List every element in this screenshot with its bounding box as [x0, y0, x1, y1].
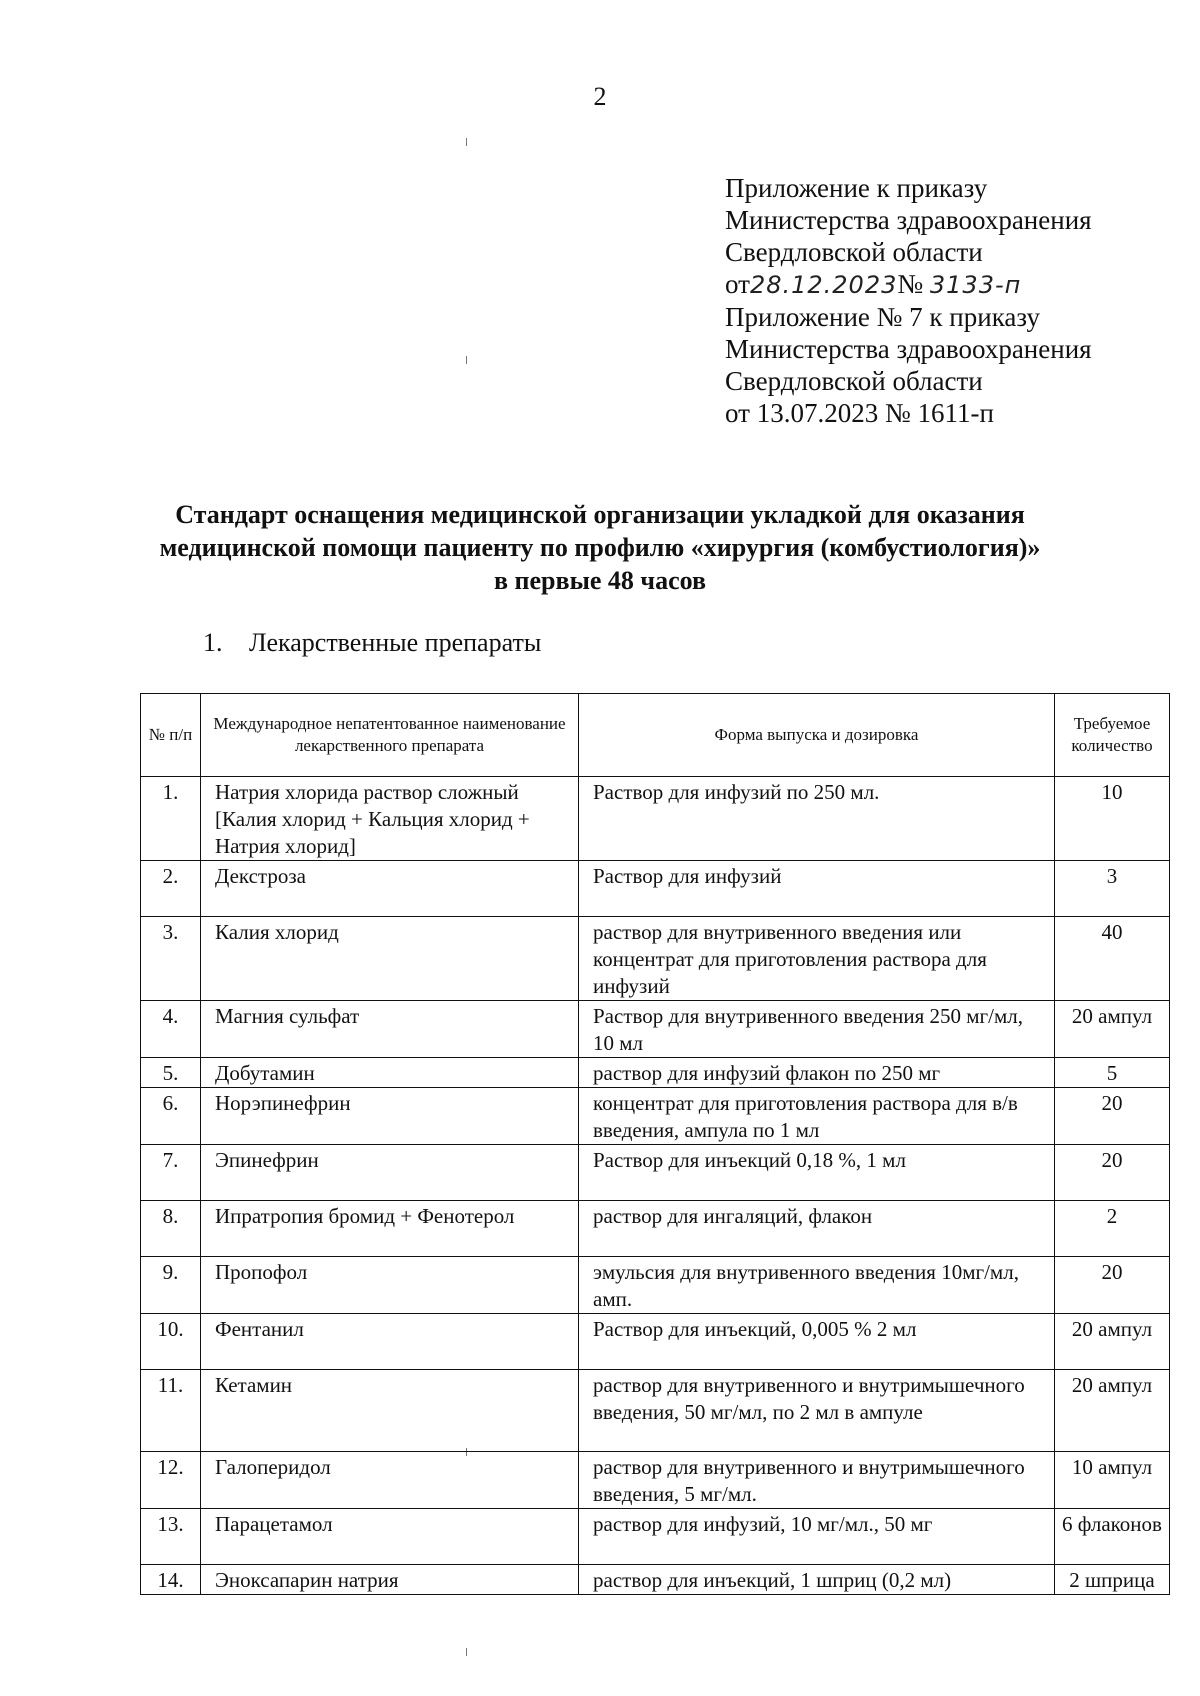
appendix-line: Министерства здравоохранения — [725, 334, 1092, 364]
row-number: 2. — [141, 861, 201, 917]
table-row — [141, 1058, 1170, 1088]
order-line — [725, 268, 1092, 301]
quantity: 2 шприца — [1055, 1565, 1170, 1595]
row-number: 8. — [141, 1201, 201, 1257]
quantity: 20 ампул — [1055, 1001, 1170, 1058]
quantity: 5 — [1055, 1058, 1170, 1088]
row-number: 1. — [141, 777, 201, 861]
table-row — [141, 777, 1170, 861]
row-number: 14. — [141, 1565, 201, 1595]
table-row — [141, 1452, 1170, 1509]
form-dosage: Раствор для инъекций, 0,005 % 2 мл — [579, 1314, 1055, 1370]
header-quantity: Требуемое количество — [1055, 694, 1170, 777]
drug-name: Декстроза — [201, 861, 579, 917]
drug-name: Магния сульфат — [201, 1001, 579, 1058]
row-number: 13. — [141, 1509, 201, 1565]
drug-name: Фентанил — [201, 1314, 579, 1370]
appendix-line: Приложение к приказу — [725, 173, 988, 203]
drug-name: Эноксапарин натрия — [201, 1565, 579, 1595]
table-row — [141, 1257, 1170, 1314]
form-dosage: раствор для внутривенного и внутримышечного введения, 50 мг/мл, по 2 мл в ампуле — [579, 1370, 1055, 1452]
document-title — [100, 498, 1100, 597]
scan-speck — [466, 356, 467, 364]
form-dosage: раствор для внутривенного введения или концентрат для приготовления раствора для инфузий — [579, 917, 1055, 1001]
page-number: 2 — [593, 82, 607, 111]
appendix-header — [725, 172, 1092, 429]
row-number: 9. — [141, 1257, 201, 1314]
drug-name: Калия хлорид — [201, 917, 579, 1001]
drug-name: Галоперидол — [201, 1452, 579, 1509]
table-row — [141, 1145, 1170, 1201]
form-dosage: раствор для внутривенного и внутримышечного введения, 5 мг/мл. — [579, 1452, 1055, 1509]
form-dosage: раствор для инъекций, 1 шприц (0,2 мл) — [579, 1565, 1055, 1595]
form-dosage: эмульсия для внутривенного введения 10мг/мл, амп. — [579, 1257, 1055, 1314]
quantity: 10 — [1055, 777, 1170, 861]
quantity: 40 — [1055, 917, 1170, 1001]
title-line: медицинской помощи пациенту по профилю «хирургия (комбустиология)» — [159, 533, 1041, 562]
drug-name: Парацетамол — [201, 1509, 579, 1565]
table-row — [141, 1314, 1170, 1370]
appendix-line: Свердловской области — [725, 237, 983, 267]
row-number: 6. — [141, 1088, 201, 1145]
form-dosage: Раствор для инфузий по 250 мл. — [579, 777, 1055, 861]
drug-name: Добутамин — [201, 1058, 579, 1088]
handwritten-order-number: 3133-п — [929, 271, 1022, 299]
table-row — [141, 861, 1170, 917]
quantity: 2 — [1055, 1201, 1170, 1257]
form-dosage: раствор для ингаляций, флакон — [579, 1201, 1055, 1257]
quantity: 20 — [1055, 1088, 1170, 1145]
table-row — [141, 917, 1170, 1001]
quantity: 20 — [1055, 1145, 1170, 1201]
row-number: 12. — [141, 1452, 201, 1509]
quantity: 20 ампул — [1055, 1314, 1170, 1370]
header-number: № п/п — [141, 694, 201, 777]
row-number: 11. — [141, 1370, 201, 1452]
row-number: 10. — [141, 1314, 201, 1370]
quantity: 3 — [1055, 861, 1170, 917]
row-number: 3. — [141, 917, 201, 1001]
row-number: 7. — [141, 1145, 201, 1201]
form-dosage: раствор для инфузий флакон по 250 мг — [579, 1058, 1055, 1088]
table-row — [141, 1001, 1170, 1058]
form-dosage: концентрат для приготовления раствора для в/в введения, ампула по 1 мл — [579, 1088, 1055, 1145]
table-row — [141, 1088, 1170, 1145]
form-dosage: Раствор для инъекций 0,18 %, 1 мл — [579, 1145, 1055, 1201]
appendix-line: Приложение № 7 к приказу — [725, 302, 1040, 332]
row-number: 5. — [141, 1058, 201, 1088]
scan-speck — [466, 138, 467, 146]
header-drug-name: Международное непатентованное наименование лекарственного препарата — [201, 694, 579, 777]
order-prefix: от — [725, 269, 750, 299]
table-row — [141, 1509, 1170, 1565]
quantity: 20 ампул — [1055, 1370, 1170, 1452]
drug-name: Ипратропия бромид + Фенотерол — [201, 1201, 579, 1257]
table-row — [141, 1565, 1170, 1595]
appendix-line: Свердловской области — [725, 366, 983, 396]
order-number-sign: № — [897, 269, 924, 299]
handwritten-date: 28.12.2023 — [749, 271, 898, 299]
quantity: 6 флаконов — [1055, 1509, 1170, 1565]
section-number: 1. — [203, 628, 223, 657]
quantity: 10 ампул — [1055, 1452, 1170, 1509]
drug-name: Кетамин — [201, 1370, 579, 1452]
drug-name: Норэпинефрин — [201, 1088, 579, 1145]
appendix-line: от 13.07.2023 № 1611-п — [725, 398, 994, 428]
title-line: Стандарт оснащения медицинской организации укладкой для оказания — [175, 500, 1025, 529]
table-row — [141, 1370, 1170, 1452]
drug-name: Пропофол — [201, 1257, 579, 1314]
table-header-row — [141, 694, 1170, 777]
row-number: 4. — [141, 1001, 201, 1058]
table-row — [141, 1201, 1170, 1257]
medication-table — [140, 693, 1170, 1595]
form-dosage: раствор для инфузий, 10 мг/мл., 50 мг — [579, 1509, 1055, 1565]
scan-speck — [466, 1648, 467, 1656]
appendix-line: Министерства здравоохранения — [725, 205, 1092, 235]
form-dosage: Раствор для внутривенного введения 250 мг/мл, 10 мл — [579, 1001, 1055, 1058]
title-line: в первые 48 часов — [494, 566, 706, 595]
header-form-dosage: Форма выпуска и дозировка — [579, 694, 1055, 777]
drug-name: Натрия хлорида раствор сложный [Калия хлорид + Кальция хлорид + Натрия хлорид] — [201, 777, 579, 861]
section-label: Лекарственные препараты — [249, 628, 542, 657]
quantity: 20 — [1055, 1257, 1170, 1314]
form-dosage: Раствор для инфузий — [579, 861, 1055, 917]
drug-name: Эпинефрин — [201, 1145, 579, 1201]
section-heading — [203, 628, 541, 658]
